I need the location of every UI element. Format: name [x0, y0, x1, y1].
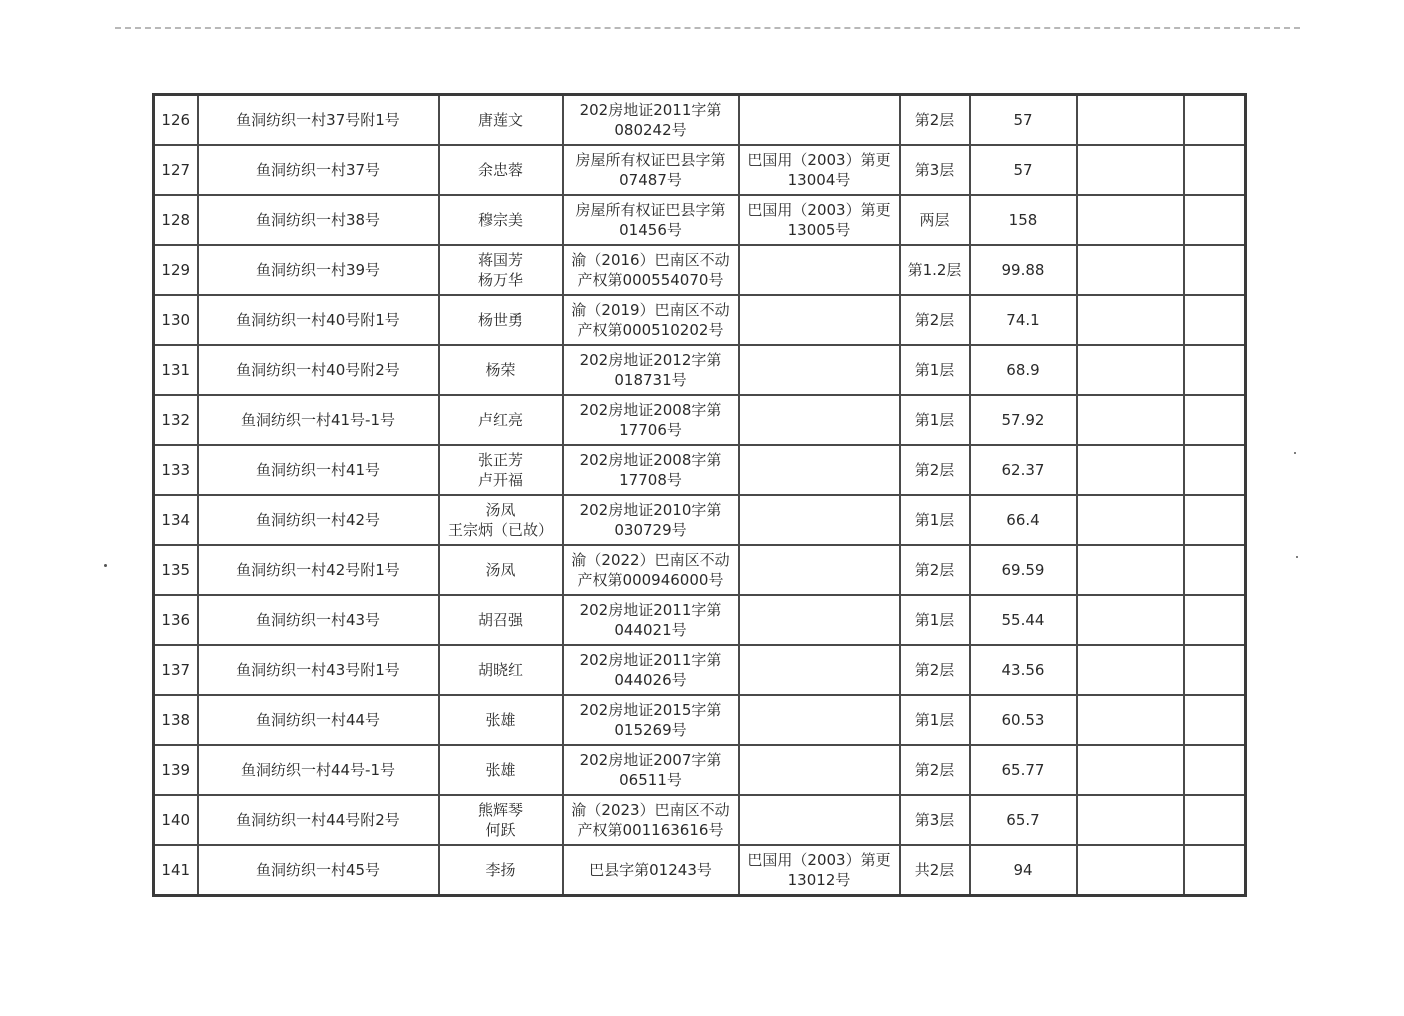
table-row [154, 245, 1246, 295]
row-number-cell: 139 [154, 745, 198, 795]
blank-cell [1077, 195, 1184, 245]
floor-cell: 第1层 [900, 695, 970, 745]
house-certificate-cell: 渝（2023）巴南区不动 产权第001163616号 [563, 795, 739, 845]
blank-cell [1077, 295, 1184, 345]
land-certificate-cell: 巴国用（2003）第更 13005号 [739, 195, 900, 245]
row-number-cell: 141 [154, 845, 198, 896]
register-rows [154, 95, 1246, 896]
land-certificate-cell [739, 445, 900, 495]
owner-cell: 张雄 [439, 745, 563, 795]
floor-cell: 第1层 [900, 345, 970, 395]
blank-cell [1077, 695, 1184, 745]
row-number-cell: 135 [154, 545, 198, 595]
owner-cell: 张雄 [439, 695, 563, 745]
scan-top-rule [115, 27, 1300, 29]
area-cell: 60.53 [970, 695, 1077, 745]
house-certificate-cell: 渝（2022）巴南区不动 产权第000946000号 [563, 545, 739, 595]
blank-cell [1077, 95, 1184, 146]
blank-cell [1184, 145, 1246, 195]
blank-cell [1077, 645, 1184, 695]
area-cell: 65.7 [970, 795, 1077, 845]
row-number-cell: 127 [154, 145, 198, 195]
house-certificate-cell: 巴县字第01243号 [563, 845, 739, 896]
land-certificate-cell [739, 645, 900, 695]
blank-cell [1184, 545, 1246, 595]
address-cell: 鱼洞纺织一村44号附2号 [198, 795, 439, 845]
land-certificate-cell [739, 95, 900, 146]
table-row [154, 445, 1246, 495]
blank-cell [1077, 445, 1184, 495]
owner-cell: 唐莲文 [439, 95, 563, 146]
table-row [154, 495, 1246, 545]
floor-cell: 第2层 [900, 645, 970, 695]
table-row [154, 95, 1246, 146]
row-number-cell: 137 [154, 645, 198, 695]
house-certificate-cell: 202房地证2012字第 018731号 [563, 345, 739, 395]
address-cell: 鱼洞纺织一村44号 [198, 695, 439, 745]
land-certificate-cell [739, 395, 900, 445]
area-cell: 99.88 [970, 245, 1077, 295]
owner-cell: 穆宗美 [439, 195, 563, 245]
house-certificate-cell: 202房地证2008字第 17708号 [563, 445, 739, 495]
floor-cell: 第2层 [900, 545, 970, 595]
land-certificate-cell [739, 795, 900, 845]
table-row [154, 795, 1246, 845]
row-number-cell: 131 [154, 345, 198, 395]
address-cell: 鱼洞纺织一村41号-1号 [198, 395, 439, 445]
house-certificate-cell: 渝（2019）巴南区不动 产权第000510202号 [563, 295, 739, 345]
blank-cell [1184, 345, 1246, 395]
floor-cell: 第1层 [900, 495, 970, 545]
area-cell: 158 [970, 195, 1077, 245]
blank-cell [1184, 295, 1246, 345]
address-cell: 鱼洞纺织一村37号 [198, 145, 439, 195]
house-certificate-cell: 202房地证2010字第 030729号 [563, 495, 739, 545]
table-row [154, 195, 1246, 245]
house-certificate-cell: 202房地证2011字第 080242号 [563, 95, 739, 146]
land-certificate-cell [739, 495, 900, 545]
land-certificate-cell [739, 695, 900, 745]
address-cell: 鱼洞纺织一村44号-1号 [198, 745, 439, 795]
blank-cell [1184, 195, 1246, 245]
table-row [154, 645, 1246, 695]
land-certificate-cell [739, 295, 900, 345]
blank-cell [1077, 495, 1184, 545]
floor-cell: 第3层 [900, 145, 970, 195]
owner-cell: 杨荣 [439, 345, 563, 395]
blank-cell [1184, 745, 1246, 795]
area-cell: 57 [970, 95, 1077, 146]
row-number-cell: 129 [154, 245, 198, 295]
area-cell: 74.1 [970, 295, 1077, 345]
area-cell: 68.9 [970, 345, 1077, 395]
scan-speck [1296, 556, 1298, 558]
owner-cell: 熊辉琴 何跃 [439, 795, 563, 845]
row-number-cell: 136 [154, 595, 198, 645]
table-row [154, 745, 1246, 795]
blank-cell [1184, 795, 1246, 845]
table-row [154, 845, 1246, 896]
table-row [154, 595, 1246, 645]
blank-cell [1184, 495, 1246, 545]
address-cell: 鱼洞纺织一村37号附1号 [198, 95, 439, 146]
address-cell: 鱼洞纺织一村38号 [198, 195, 439, 245]
land-certificate-cell: 巴国用（2003）第更 13004号 [739, 145, 900, 195]
owner-cell: 蒋国芳 杨万华 [439, 245, 563, 295]
blank-cell [1077, 395, 1184, 445]
blank-cell [1184, 395, 1246, 445]
row-number-cell: 134 [154, 495, 198, 545]
address-cell: 鱼洞纺织一村39号 [198, 245, 439, 295]
house-certificate-cell: 渝（2016）巴南区不动 产权第000554070号 [563, 245, 739, 295]
owner-cell: 汤凤 [439, 545, 563, 595]
floor-cell: 第1层 [900, 595, 970, 645]
owner-cell: 张正芳 卢开福 [439, 445, 563, 495]
address-cell: 鱼洞纺织一村45号 [198, 845, 439, 896]
area-cell: 66.4 [970, 495, 1077, 545]
property-register-table [152, 93, 1247, 897]
table-row [154, 345, 1246, 395]
scan-speck [1294, 452, 1296, 454]
floor-cell: 第1.2层 [900, 245, 970, 295]
blank-cell [1077, 545, 1184, 595]
address-cell: 鱼洞纺织一村40号附2号 [198, 345, 439, 395]
land-certificate-cell [739, 595, 900, 645]
table-row [154, 395, 1246, 445]
floor-cell: 两层 [900, 195, 970, 245]
address-cell: 鱼洞纺织一村40号附1号 [198, 295, 439, 345]
floor-cell: 共2层 [900, 845, 970, 896]
owner-cell: 胡召强 [439, 595, 563, 645]
blank-cell [1184, 445, 1246, 495]
blank-cell [1077, 145, 1184, 195]
floor-cell: 第1层 [900, 395, 970, 445]
blank-cell [1077, 595, 1184, 645]
floor-cell: 第2层 [900, 445, 970, 495]
house-certificate-cell: 202房地证2011字第 044021号 [563, 595, 739, 645]
address-cell: 鱼洞纺织一村41号 [198, 445, 439, 495]
area-cell: 57 [970, 145, 1077, 195]
floor-cell: 第3层 [900, 795, 970, 845]
land-certificate-cell [739, 245, 900, 295]
floor-cell: 第2层 [900, 745, 970, 795]
land-certificate-cell [739, 745, 900, 795]
area-cell: 69.59 [970, 545, 1077, 595]
area-cell: 55.44 [970, 595, 1077, 645]
house-certificate-cell: 202房地证2008字第 17706号 [563, 395, 739, 445]
blank-cell [1184, 845, 1246, 896]
blank-cell [1077, 845, 1184, 896]
blank-cell [1077, 345, 1184, 395]
table-row [154, 695, 1246, 745]
floor-cell: 第2层 [900, 95, 970, 146]
area-cell: 62.37 [970, 445, 1077, 495]
address-cell: 鱼洞纺织一村42号 [198, 495, 439, 545]
owner-cell: 卢红亮 [439, 395, 563, 445]
land-certificate-cell [739, 345, 900, 395]
house-certificate-cell: 202房地证2011字第 044026号 [563, 645, 739, 695]
row-number-cell: 138 [154, 695, 198, 745]
table-row [154, 145, 1246, 195]
area-cell: 57.92 [970, 395, 1077, 445]
owner-cell: 李扬 [439, 845, 563, 896]
floor-cell: 第2层 [900, 295, 970, 345]
blank-cell [1077, 795, 1184, 845]
address-cell: 鱼洞纺织一村43号附1号 [198, 645, 439, 695]
scan-speck [104, 564, 107, 567]
row-number-cell: 133 [154, 445, 198, 495]
house-certificate-cell: 房屋所有权证巴县字第 01456号 [563, 195, 739, 245]
area-cell: 94 [970, 845, 1077, 896]
table-row [154, 545, 1246, 595]
address-cell: 鱼洞纺织一村43号 [198, 595, 439, 645]
area-cell: 43.56 [970, 645, 1077, 695]
blank-cell [1184, 245, 1246, 295]
house-certificate-cell: 202房地证2007字第 06511号 [563, 745, 739, 795]
owner-cell: 胡晓红 [439, 645, 563, 695]
blank-cell [1184, 645, 1246, 695]
row-number-cell: 126 [154, 95, 198, 146]
blank-cell [1184, 95, 1246, 146]
owner-cell: 汤凤 王宗炳（已故） [439, 495, 563, 545]
house-certificate-cell: 房屋所有权证巴县字第 07487号 [563, 145, 739, 195]
row-number-cell: 140 [154, 795, 198, 845]
table-row [154, 295, 1246, 345]
blank-cell [1077, 745, 1184, 795]
row-number-cell: 132 [154, 395, 198, 445]
row-number-cell: 130 [154, 295, 198, 345]
blank-cell [1184, 695, 1246, 745]
blank-cell [1184, 595, 1246, 645]
house-certificate-cell: 202房地证2015字第 015269号 [563, 695, 739, 745]
blank-cell [1077, 245, 1184, 295]
row-number-cell: 128 [154, 195, 198, 245]
owner-cell: 余忠蓉 [439, 145, 563, 195]
owner-cell: 杨世勇 [439, 295, 563, 345]
area-cell: 65.77 [970, 745, 1077, 795]
land-certificate-cell [739, 545, 900, 595]
address-cell: 鱼洞纺织一村42号附1号 [198, 545, 439, 595]
land-certificate-cell: 巴国用（2003）第更 13012号 [739, 845, 900, 896]
